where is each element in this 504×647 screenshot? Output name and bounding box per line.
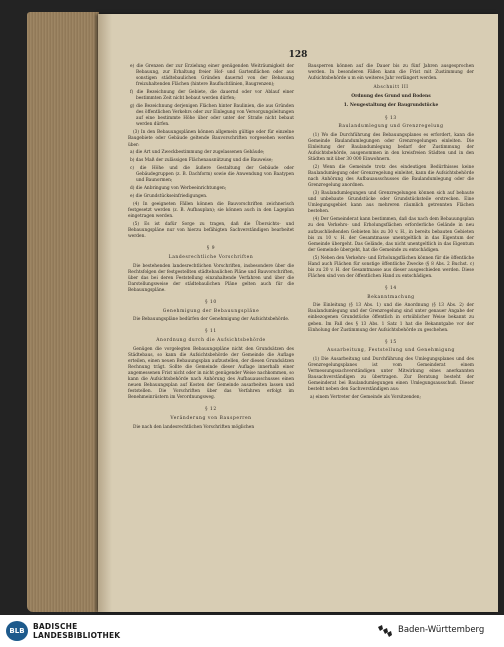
- list-item: b) das Maß der zulässigen Flächenausnützung und die Bauweise;: [130, 158, 273, 164]
- part-heading: Abschnitt III: [373, 85, 409, 91]
- paragraph-number: § 10: [205, 300, 217, 306]
- paragraph: (1) Die Ausarbeitung und Durchführung des Umlegungsplanes und des Grenzregelungsplanes ist vom Gemeinderat einem Vermessungssachverständigen unter Mitwirkung eines anerkannten Bausachverständigen zu übertragen. Zur Beratung besteht der Gemeinderat bei Baulandumlegungen einen Umlegungsausschuß. Dieser besteht neben den Sachverständigen aus:: [308, 356, 474, 393]
- paragraph: Die Einleitung (§ 13 Abs. 1) und die Anordnung (§ 13 Abs. 2) der Baulandumlegung und der Grenzregelung sind unter genauer Angabe der einbezogenen Grundstücke öffentlich in ortsüblicher Weise bekannt zu geben. Im Fall des § 13 Abs. 1 Satz 1 hat die Bekanntgabe vor der Einholung der Zustimmung der Aufsichtsbehörde zu geschehen.: [308, 303, 474, 333]
- paragraph-number: § 13: [385, 115, 397, 121]
- list-item: e) die Grundstückseinfriedigungen.: [130, 194, 208, 200]
- library-name-line2: LANDESBIBLIOTHEK: [33, 631, 121, 640]
- paragraph: Genügen die vorgelegten Bebauungspläne nicht den Grundsätzen des Städtebaus, so kann die Aufsichtsbehörde der Gemeinde die Auflage erteilen, einen neuen Bebauungsplan aufzustellen, der diesen Grundsätzen Rechnung trägt. Sollte die Gemeinde dieser Auflage innerhalb einer angemessenen Frist nicht oder in nicht genügender Weise nachkommen, so kann die Aufsichtsbehörde nach Anhörung des Aufbauausschusses einen neuen Bebauungsplan auf Kosten der Gemeinde ausarbeiten lassen und feststellen. Die Vorschriften über das Verfahren erfolgt im Benehmeinrüstern im Verordnungsweg.: [128, 346, 294, 401]
- section-heading: Veränderung von Bausperren: [170, 415, 252, 421]
- paragraph: (2) Wenn die Gemeinde trotz des eindeutigen Bedürfnisses keine Baulandumlegung oder Grenzregelung einleitet, kann die Aufsichtsbehörde nach Anhörung des Aufbauausschusses die Baulandumlegung oder die Grenzregelung anordnen.: [308, 165, 474, 189]
- section-heading: Bekanntmachung: [367, 294, 415, 300]
- library-name[interactable]: [33, 622, 120, 640]
- list-item: c) die Höhe und die äußere Gestaltung der Gebäude oder Gebäudegruppen (z. B. Dachform) sowie die Anwendung von Baatypen und Baunormen;: [130, 166, 294, 184]
- paragraph-number: § 12: [205, 407, 217, 413]
- footer-bar: [0, 615, 504, 647]
- list-item: f) die Bezeichnung der Gebiete, die dauernd oder vor Ablauf einer bestimmten Zeit nicht bebaut werden dürfen;: [130, 90, 294, 102]
- blb-logo-icon[interactable]: BLB: [6, 621, 28, 641]
- list-item: d) die Anbringung von Werbeeinrichtungen;: [130, 186, 227, 192]
- bold-heading: Ordnung des Grund und Bodens: [351, 94, 431, 100]
- list-item: g) die Bezeichnung derjenigen Flächen hinter Baulinien, die aus Gründen des öffentlichen Verkehrs oder zur Einlegung von Versorgungsleitungen auf eine bestimmte Höhe über oder unter der Straße nicht bebaut werden dürfen.: [130, 104, 294, 128]
- paragraph: Die nach den landesrechtlichen Vorschriften möglichen: [133, 424, 255, 430]
- paragraph-number: § 9: [206, 246, 216, 252]
- bold-heading: 1. Neugestaltung der Baugrundstücke: [343, 103, 439, 109]
- state-name[interactable]: Baden-Württemberg: [398, 625, 485, 635]
- paragraph-number: § 11: [205, 329, 217, 335]
- paragraph: Bausperren können auf die Dauer bis zu fünf Jahren ausgesprochen werden. In besonderen Fällen kann die Frist mit Zustimmung der Aufsichtsbehörde u m ein weiteres Jahr verlängert werden.: [308, 64, 474, 82]
- book-page: [98, 14, 498, 612]
- list-item: a) einem Vertreter der Gemeinde als Vorsitzenden;: [310, 395, 421, 401]
- paragraph: (4) Der Gemeinderat kann bestimmen, daß das nach dem Bebauungsplan zu den Verkehrs- und Erholungsflächen erforderliche Gelände in neu aufzuschließenden Gebieten bis zu 30 v. H., in bereits bebauten Gebieten bis zu 10 v. H. der Gesamtmasse unentgeltlich in das Eigentum der Gemeinde übergeht. Das Gelände, das nicht unentgeltlich in das Eigentum der Gemeinde übergeht, hat die Gemeinde zu entschädigen.: [308, 217, 474, 253]
- section-heading: Ausarbeitung, Feststellung und Genehmigung: [327, 348, 455, 354]
- list-item: a) die Art und Zweckbestimmung der zugelassenen Gebäude;: [130, 150, 265, 156]
- paragraph: (4) In geeigneten Fällen können die Bauvorschriften zeichnerisch festgesetzt werden (z. B. Aufbauplan); sie können auch in den Lageplan eingetragen werden.: [128, 202, 294, 220]
- paragraph: Die bestehenden landesrechtlichen Vorschriften, insbesondere über die Rechtsfolgen der festgestellten städtebaulichen Pläne und Bauvorschriften, über das bei deren Feststellung einzuhaltende Verfahren und über die Darstellungsweise der städtebaulichen Pläne gelten auch für die Bebauungspläne.: [128, 263, 294, 293]
- paragraph: Die Bebauungspläne bedürfen der Genehmigung der Aufsichtsbehörde.: [133, 317, 290, 323]
- section-heading: Genehmigung der Bebauungspläne: [162, 308, 260, 314]
- paragraph: (1) Wo die Durchführung des Bebauungsplanes es erfordert, kann die Gemeinde Baulandumlegungen oder Grenzregelungen einleiten. Die Einleitung der Baulandumlegung bedarf der Zustimmung der Aufsichtsbehörde, ausgenommen in den kreisfreien Städten und in den Städten mit über 30 000 Einwohnern.: [308, 132, 474, 163]
- paragraph: (5) Neben den Verkehrs- und Erholungsflächen können für die öffentliche Hand auch Flächen für sonstige öffentliche Zwecke (§ 8 Abs. 2 Buchst. c) bis zu 20 v. H. der Gesamtmasse aus dieser ausgeschieden werden. Diese Flächen sind von der öffentlichen Hand zu entschädigen.: [308, 255, 474, 279]
- paragraph: (5) Es ist dafür Sorge zu tragen, daß die Übersichts- und Bebauungspläne nur von hierzu befähigten Sachverständigen bearbeitet werden.: [128, 222, 294, 240]
- list-item: e) die Grenzen der zur Erzielung einer genügenden Weiträumigkeit der Bebauung, zur Erhaltung freier Hof- und Gartenflächen oder aus sonstigen städtebaulichen Gründen dauernd von der Bebauung freizuhaltenden Flächen (hintere Baufluchtlinien, Baugrenzen);: [130, 64, 294, 88]
- page-number: 128: [288, 50, 308, 60]
- paragraph: (3) In den Bebauungsplänen können allgemein gültige oder für einzelne Baugebiete oder Gebäude geltende Bauvorschriften vorgesehen werden über:: [128, 130, 294, 148]
- book-page-edges: [27, 12, 99, 612]
- library-name-line1: BADISCHE: [33, 622, 78, 631]
- paragraph: (3) Baulandumlegungen und Grenzregelungen können sich auf bebaute und unbebaute Grundstücke oder Grundstücksteile erstrecken. Eine Umlegungsgebiet kann aus mehreren räumlich getrennten Flächen bestehen.: [308, 191, 474, 215]
- section-heading: Anordnung durch die Aufsichtsbehörde: [156, 337, 266, 343]
- paragraph-number: § 14: [385, 286, 397, 292]
- state-coat-of-arms-icon: [376, 624, 394, 638]
- text-column-right: [308, 64, 474, 403]
- text-column-left: [128, 64, 294, 432]
- paragraph-number: § 15: [385, 339, 397, 345]
- section-heading: Baulandumlegung und Grenzregelung: [338, 124, 444, 130]
- section-heading: Landesrechtliche Vorschriften: [168, 255, 254, 260]
